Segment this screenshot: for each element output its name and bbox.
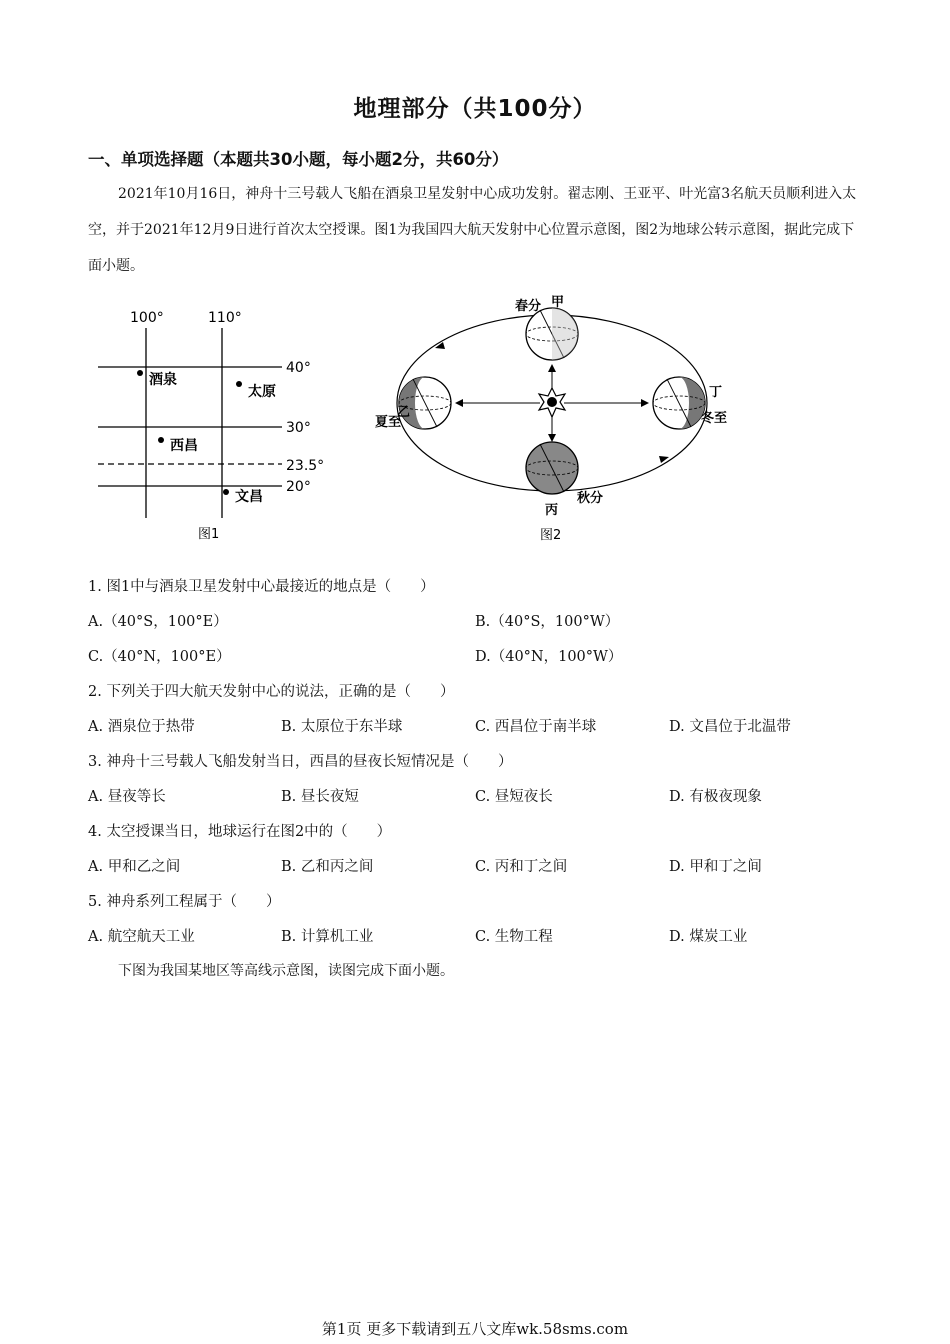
- q3-option-b[interactable]: B. 昼长夜短: [281, 789, 359, 805]
- figure1-map: [92, 300, 332, 550]
- q2-option-b[interactable]: B. 太原位于东半球: [281, 719, 403, 735]
- page-footer: 第1页 更多下载请到五八文库wk.58sms.com: [321, 1320, 629, 1338]
- page-title: 地理部分（共100分）: [353, 96, 597, 122]
- figure1-caption: 图1: [198, 527, 220, 542]
- question-5-stem: 5. 神舟系列工程属于（ ）: [88, 894, 281, 910]
- lat-label-30: 30°: [286, 420, 311, 436]
- label-winter-solstice: 冬至: [701, 411, 728, 426]
- q1-option-d[interactable]: D.（40°N，100°W）: [475, 649, 623, 665]
- globe-bing: [526, 442, 578, 494]
- q2-option-d[interactable]: D. 文昌位于北温带: [669, 719, 791, 735]
- q2-option-a[interactable]: A. 酒泉位于热带: [88, 719, 195, 735]
- question-2-stem: 2. 下列关于四大航天发射中心的说法，正确的是（ ）: [88, 684, 455, 700]
- q2-option-c[interactable]: C. 西昌位于南半球: [475, 719, 597, 735]
- q3-option-a[interactable]: A. 昼夜等长: [88, 789, 166, 805]
- jiuquan-dot: [137, 370, 143, 376]
- label-summer-solstice: 夏至: [375, 415, 402, 430]
- q1-option-a[interactable]: A.（40°S，100°E）: [88, 614, 228, 630]
- wenchang-dot: [223, 489, 229, 495]
- place-taiyuan: 太原: [248, 384, 276, 400]
- label-bing: 丙: [545, 503, 559, 518]
- lat-label-40: 40°: [286, 360, 311, 376]
- globe-jia: [526, 308, 578, 360]
- question-4-stem: 4. 太空授课当日，地球运行在图2中的（ ）: [88, 824, 392, 840]
- q3-option-c[interactable]: C. 昼短夜长: [475, 789, 553, 805]
- q5-option-b[interactable]: B. 计算机工业: [281, 929, 374, 945]
- figure2-orbit: [355, 290, 755, 550]
- q4-option-d[interactable]: D. 甲和丁之间: [669, 859, 762, 875]
- place-xichang: 西昌: [170, 438, 198, 454]
- q4-option-c[interactable]: C. 丙和丁之间: [475, 859, 568, 875]
- xichang-dot: [158, 437, 164, 443]
- intro-paragraph: [88, 176, 868, 284]
- label-jia: 甲: [551, 295, 565, 310]
- orbit-arrow-1: [435, 342, 445, 349]
- q3-option-d[interactable]: D. 有极夜现象: [669, 789, 762, 805]
- label-autumn-equinox: 秋分: [577, 491, 604, 506]
- intro-text: 2021年10月16日，神舟十三号载人飞船在酒泉卫星发射中心成功发射。翟志刚、王亚平、叶光富3名航天员顺利进入太空，并于2021年12月9日进行首次太空授课。图1为我国四大航天发射中心位置示意图，图2为地球公转示意图，据此完成下面小题。: [88, 186, 857, 274]
- lat-label-23-5: 23.5°: [286, 458, 325, 474]
- q4-option-a[interactable]: A. 甲和乙之间: [88, 859, 181, 875]
- question-3-stem: 3. 神舟十三号载人飞船发射当日，西昌的昼夜长短情况是（ ）: [88, 754, 513, 770]
- globe-yi: [399, 377, 451, 429]
- question-1-stem: 1. 图1中与酒泉卫星发射中心最接近的地点是（ ）: [88, 579, 435, 595]
- outro-text: 下图为我国某地区等高线示意图，读图完成下面小题。: [118, 963, 454, 979]
- label-ding: 丁: [709, 385, 723, 400]
- lon-label-100: 100°: [130, 310, 164, 326]
- figure2-caption: 图2: [540, 528, 562, 543]
- globe-ding: [653, 377, 705, 429]
- label-yi: 乙: [397, 405, 411, 420]
- taiyuan-dot: [236, 381, 242, 387]
- q1-option-b[interactable]: B.（40°S，100°W）: [475, 614, 620, 630]
- q5-option-a[interactable]: A. 航空航天工业: [88, 929, 195, 945]
- lon-label-110: 110°: [208, 310, 242, 326]
- q1-option-c[interactable]: C.（40°N，100°E）: [88, 649, 231, 665]
- place-jiuquan: 酒泉: [149, 372, 177, 388]
- sun-icon: [539, 388, 565, 417]
- lat-label-20: 20°: [286, 479, 311, 495]
- section-heading: 一、单项选择题（本题共30小题，每小题2分，共60分）: [88, 150, 509, 169]
- q4-option-b[interactable]: B. 乙和丙之间: [281, 859, 374, 875]
- q5-option-c[interactable]: C. 生物工程: [475, 929, 553, 945]
- q5-option-d[interactable]: D. 煤炭工业: [669, 929, 748, 945]
- place-wenchang: 文昌: [235, 489, 263, 505]
- label-spring-equinox: 春分: [515, 299, 542, 314]
